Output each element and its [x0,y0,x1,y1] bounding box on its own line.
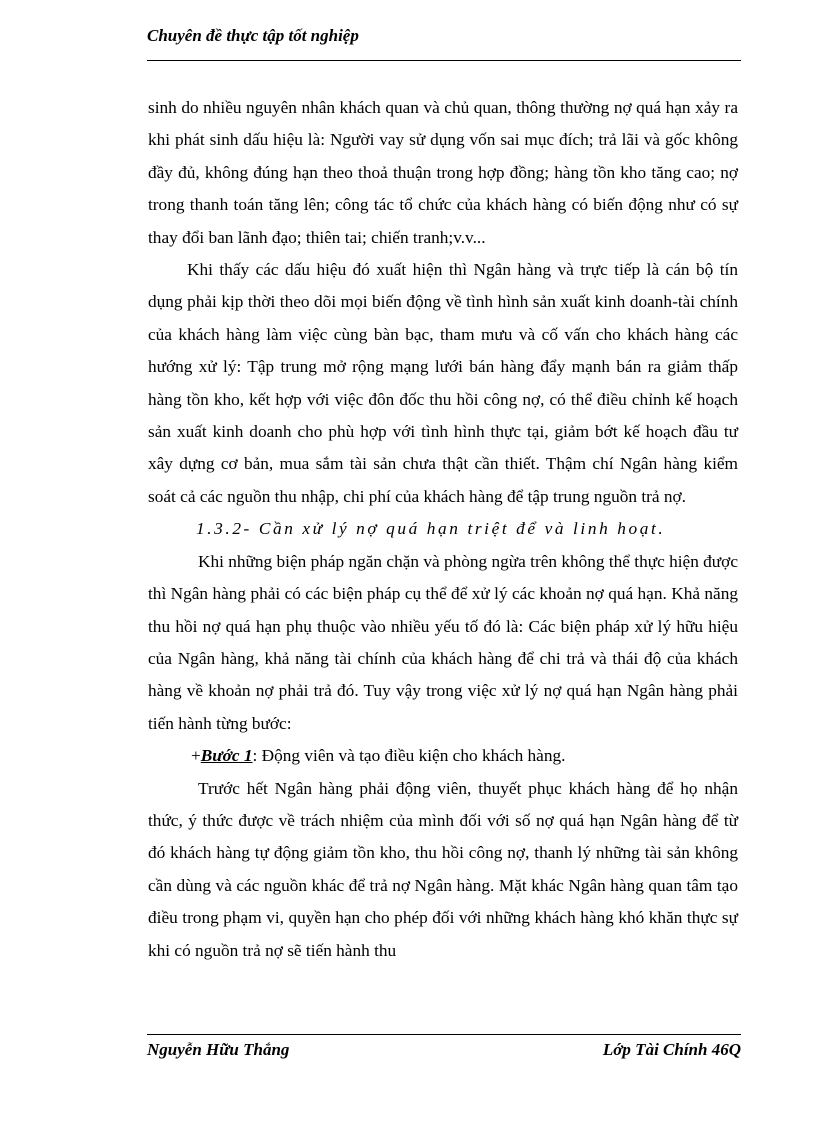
document-body [148,92,738,967]
footer-author: Nguyễn Hữu Thắng [147,1040,290,1059]
step-1-line [148,740,738,772]
paragraph-2: Khi thấy các dấu hiệu đó xuất hiện thì Ngân hàng và trực tiếp là cán bộ tín dụng phải kịp thời theo dõi mọi biến động về tình hình sản xuất kinh doanh-tài chính của khách hàng làm việc cùng bàn bạc, tham mưu và cố vấn cho khách hàng các hướng xử lý: Tập trung mở rộng mạng lưới bán hàng đẩy mạnh bán ra giảm thấp hàng tồn kho, kết hợp với việc đôn đốc thu hồi công nợ, có thể điều chỉnh kế hoạch sản xuất kinh doanh cho phù hợp với tình hình thực tại, giảm bớt kế hoạch đầu tư xây dựng cơ bản, mua sắm tài sản chưa thật cần thiết. Thậm chí Ngân hàng kiểm soát cả các nguồn thu nhập, chi phí của khách hàng để tập trung nguồn trả nợ. [148,260,738,506]
footer-class: Lớp Tài Chính 46Q [602,1040,741,1059]
step-1-text: : Động viên và tạo điều kiện cho khách hàng. [252,746,566,766]
page-header: Chuyên đề thực tập tốt nghiệp [147,26,359,45]
paragraph-1: sinh do nhiều nguyên nhân khách quan và chủ quan, thông thường nợ quá hạn xảy ra khi phát sinh dấu hiệu là: Người vay sử dụng vốn sai mục đích; trả lãi và gốc không đầy đủ, không đúng hạn theo thoả thuận trong hợp đồng; hàng tồn kho tăng cao; nợ trong thanh toán tăng lên; công tác tổ chức của khách hàng có biến động như có sự thay đổi ban lãnh đạo; thiên tai; chiến tranh;v.v... [148,98,738,247]
step-1-label: Bước 1 [200,746,253,766]
section-heading: 1.3.2- Cần xử lý nợ quá hạn triệt để và linh hoạt. [196,519,666,539]
step-1-prefix: + [191,746,201,766]
paragraph-4: Trước hết Ngân hàng phải động viên, thuyết phục khách hàng để họ nhận thức, ý thức được về trách nhiệm của mình đối với số nợ quá hạn Ngân hàng để từ đó khách hàng tự động giảm tồn kho, thu hồi công nợ, thanh lý những tài sản không cần dùng và các nguồn khác để trả nợ Ngân hàng. Mặt khác Ngân hàng quan tâm tạo điều trong phạm vi, quyền hạn cho phép đối với những khách hàng khó khăn thực sự khi có nguồn trả nợ sẽ tiến hành thu [148,778,738,960]
paragraph-3: Khi những biện pháp ngăn chặn và phòng ngừa trên không thể thực hiện được thì Ngân hàng phải có các biện pháp cụ thể để xử lý các khoản nợ quá hạn. Khả năng thu hồi nợ quá hạn phụ thuộc vào nhiều yếu tố đó là: Các biện pháp xử lý hữu hiệu của Ngân hàng, khả năng tài chính của khách hàng để chi trả và thái độ của khách hàng về khoản nợ phải trả đó. Tuy vậy trong việc xử lý nợ quá hạn Ngân hàng phải tiến hành từng bước: [148,551,738,733]
footer-divider [147,1034,741,1035]
header-divider [147,60,741,61]
